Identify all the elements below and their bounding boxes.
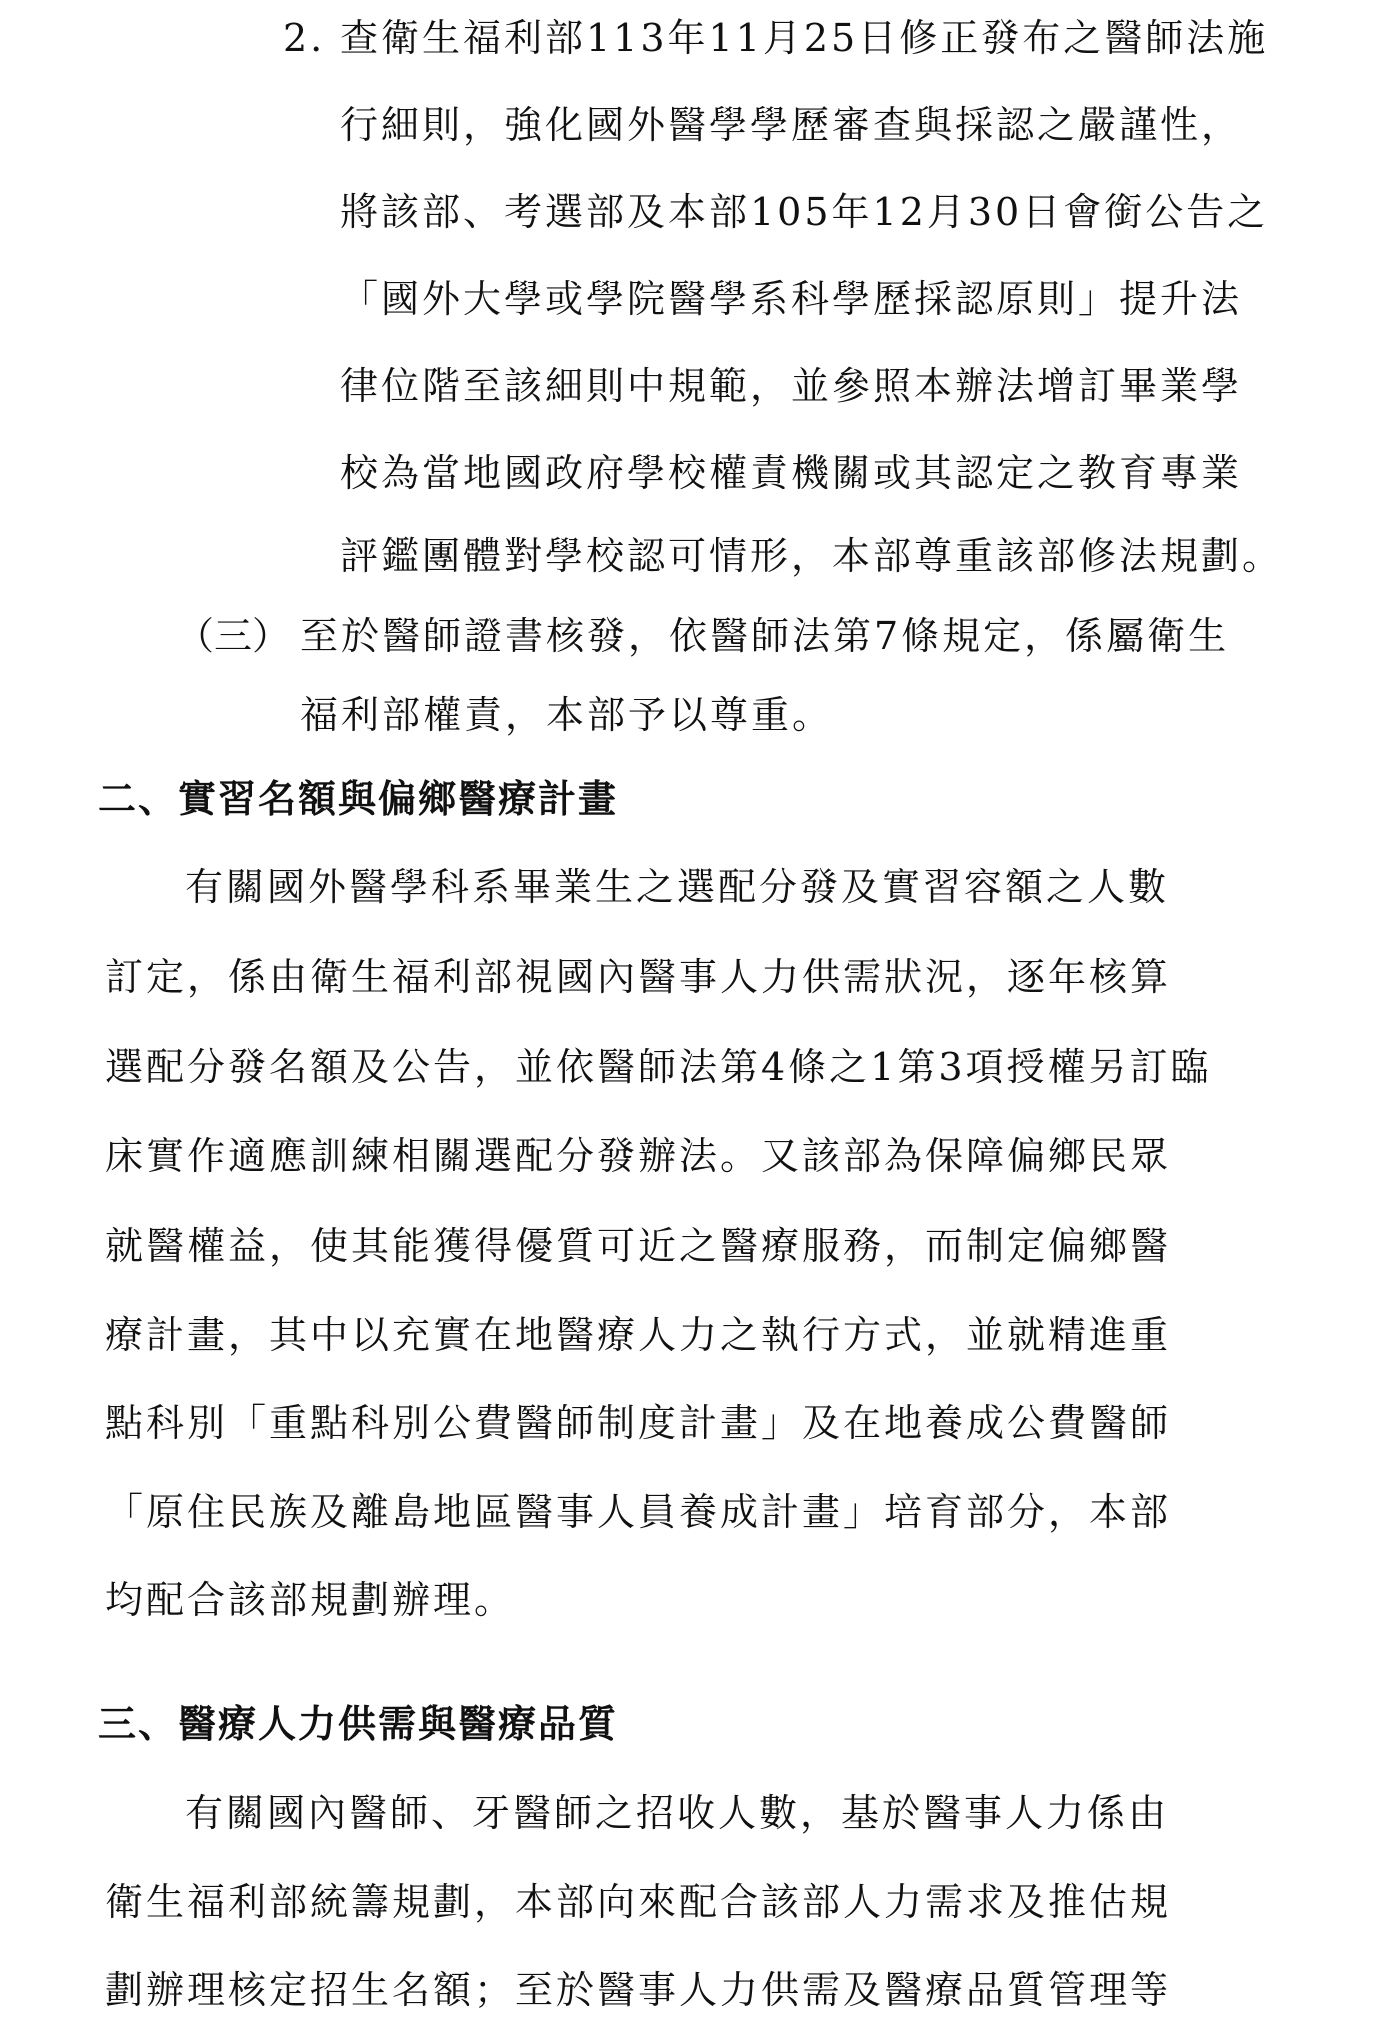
section-2-line-5: 就醫權益，使其能獲得優質可近之醫療服務，而制定偏鄉醫 xyxy=(105,1224,1172,1268)
item-3-line-2: 福利部權責，本部予以尊重。 xyxy=(300,693,834,737)
item-2-line-6: 校為當地國政府學校權責機關或其認定之教育專業 xyxy=(340,451,1243,495)
item-2-line-3: 將該部、考選部及本部105年12月30日會銜公告之 xyxy=(340,190,1269,234)
section-2-line-1: 有關國外醫學科系畢業生之選配分發及實習容額之人數 xyxy=(185,865,1170,909)
item-2-line-1: 查衛生福利部113年11月25日修正發布之醫師法施 xyxy=(340,16,1269,60)
section-3-line-2: 衛生福利部統籌規劃，本部向來配合該部人力需求及推估規 xyxy=(105,1880,1172,1924)
item-2-line-4: 「國外大學或學院醫學系科學歷採認原則」提升法 xyxy=(340,277,1243,321)
item-2-line-2: 行細則，強化國外醫學學歷審查與採認之嚴謹性， xyxy=(340,103,1243,147)
section-2-line-9: 均配合該部規劃辦理。 xyxy=(105,1578,516,1622)
section-3-line-1: 有關國內醫師、牙醫師之招收人數，基於醫事人力係由 xyxy=(185,1791,1170,1835)
item-3-line-1: 至於醫師證書核發，依醫師法第7條規定，係屬衛生 xyxy=(300,614,1230,658)
item-2-line-7: 評鑑團體對學校認可情形，本部尊重該部修法規劃。 xyxy=(340,534,1284,578)
section-2-line-2: 訂定，係由衛生福利部視國內醫事人力供需狀況，逐年核算 xyxy=(105,955,1172,999)
section-2-line-7: 點科別「重點科別公費醫師制度計畫」及在地養成公費醫師 xyxy=(105,1401,1172,1445)
item-2-line-5: 律位階至該細則中規範，並參照本辦法增訂畢業學 xyxy=(340,364,1243,408)
section-2-line-4: 床實作適應訓練相關選配分發辦法。又該部為保障偏鄉民眾 xyxy=(105,1134,1172,1178)
section-2-line-8: 「原住民族及離島地區醫事人員養成計畫」培育部分，本部 xyxy=(105,1490,1172,1534)
section-2-line-3: 選配分發名額及公告，並依醫師法第4條之1第3項授權另訂臨 xyxy=(105,1045,1212,1089)
item-3-marker: （三） xyxy=(176,614,291,658)
section-2-heading: 二、實習名額與偏鄉醫療計畫 xyxy=(98,777,619,821)
section-3-heading: 三、醫療人力供需與醫療品質 xyxy=(98,1702,619,1746)
item-2-marker: 2. xyxy=(283,16,326,60)
section-2-line-6: 療計畫，其中以充實在地醫療人力之執行方式，並就精進重 xyxy=(105,1313,1172,1357)
section-3-line-3: 劃辦理核定招生名額；至於醫事人力供需及醫療品質管理等 xyxy=(105,1968,1172,2012)
